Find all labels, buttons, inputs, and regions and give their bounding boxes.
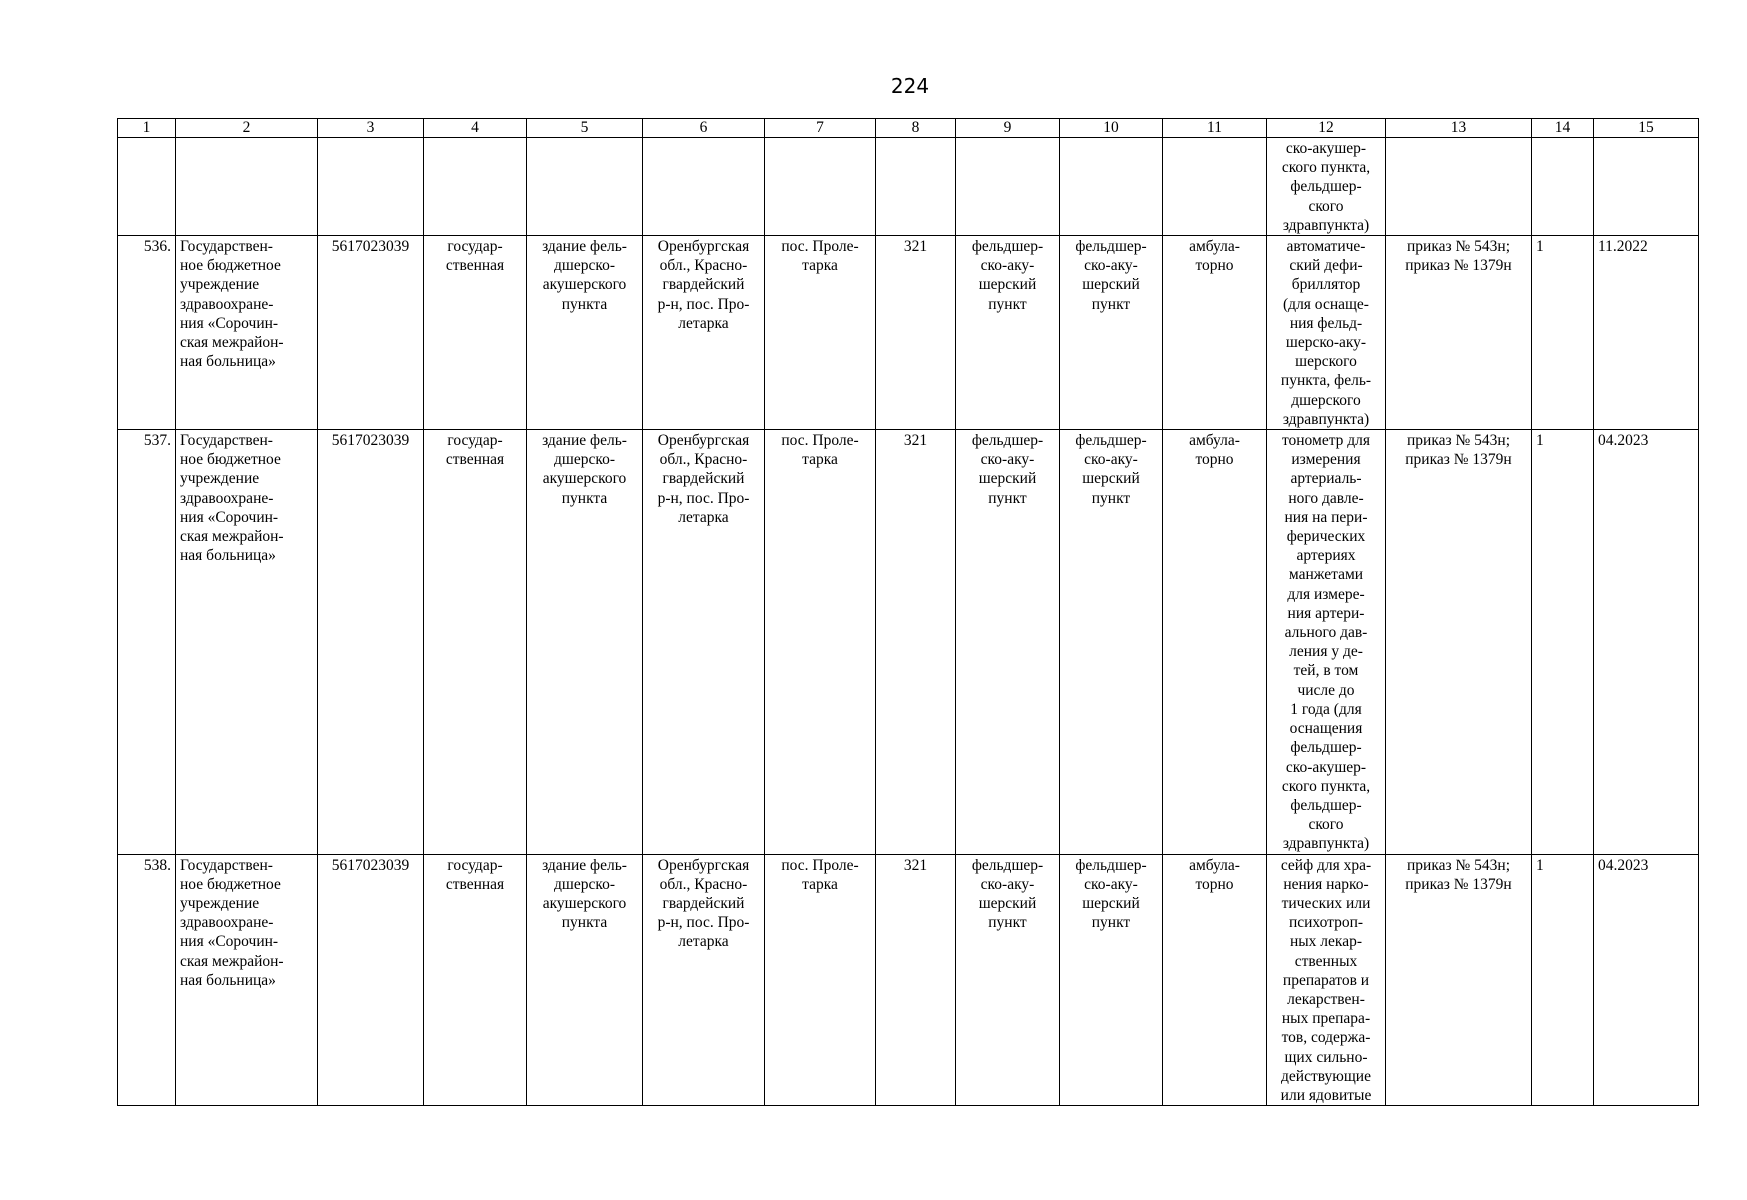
text-line: фельдшер- bbox=[1075, 856, 1147, 874]
equipment-cell bbox=[1267, 236, 1386, 430]
text-line: ная больница» bbox=[180, 547, 276, 565]
text-line: учреждение bbox=[180, 276, 260, 294]
order-cell bbox=[1386, 854, 1532, 1106]
cell bbox=[1594, 138, 1699, 236]
column-header: 4 bbox=[424, 119, 527, 138]
column-header: 6 bbox=[643, 119, 765, 138]
text-line: ско-аку- bbox=[1084, 257, 1138, 275]
text-line: тарка bbox=[802, 257, 838, 275]
text-line: фельдшер- bbox=[971, 432, 1044, 450]
text-line: здание фель- bbox=[542, 432, 627, 450]
date-cell: 04.2023 bbox=[1594, 430, 1699, 854]
text-line: приказ № 543н; bbox=[1406, 238, 1511, 256]
text-line: сейф для хра- bbox=[1280, 856, 1372, 874]
text-line: амбула- bbox=[1189, 238, 1240, 256]
code-cell: 321 bbox=[876, 430, 956, 854]
column-header: 12 bbox=[1267, 119, 1386, 138]
text-line: Оренбургская bbox=[657, 856, 750, 874]
text-line: здравоохране- bbox=[180, 295, 274, 313]
quantity-cell: 1 bbox=[1532, 236, 1594, 430]
column-header: 11 bbox=[1163, 119, 1267, 138]
organization-cell bbox=[176, 854, 318, 1106]
text-line: р-н, пос. Про- bbox=[657, 489, 750, 507]
table-row bbox=[118, 236, 1699, 430]
text-line: ско-акушер- bbox=[1285, 140, 1367, 157]
quantity-cell: 1 bbox=[1532, 430, 1594, 854]
text-line: здание фель- bbox=[542, 238, 627, 256]
building-cell bbox=[527, 430, 643, 854]
text-line: ального дав- bbox=[1284, 624, 1368, 642]
column-header: 10 bbox=[1060, 119, 1163, 138]
text-line: дшерско- bbox=[554, 451, 615, 469]
text-line: торно bbox=[1195, 875, 1234, 893]
text-line: Оренбургская bbox=[657, 432, 750, 450]
text-line: фельдшер- bbox=[1075, 238, 1147, 256]
profile-cell bbox=[1060, 236, 1163, 430]
text-line: пункт bbox=[1091, 295, 1131, 313]
table-row bbox=[118, 430, 1699, 854]
text-line: акушерского bbox=[542, 894, 627, 912]
table-row bbox=[118, 854, 1699, 1106]
text-line: ская межрайон- bbox=[180, 334, 284, 352]
equipment-cell bbox=[1267, 138, 1386, 236]
text-line: ния «Сорочин- bbox=[180, 508, 279, 526]
text-line: ственная bbox=[445, 451, 505, 469]
text-line: ственных bbox=[1294, 952, 1358, 970]
text-line: государ- bbox=[447, 856, 503, 874]
text-line: ского пункта, bbox=[1281, 777, 1371, 795]
continuation-row bbox=[118, 138, 1699, 236]
column-header: 1 bbox=[118, 119, 176, 138]
code-cell: 321 bbox=[876, 854, 956, 1106]
text-line: ное бюджетное bbox=[180, 875, 281, 893]
organization-cell bbox=[176, 236, 318, 430]
text-line: ско-аку- bbox=[1084, 875, 1138, 893]
text-line: фельдшер- bbox=[1290, 178, 1362, 196]
text-line: пос. Проле- bbox=[781, 856, 859, 874]
text-line: для измере- bbox=[1287, 585, 1365, 603]
subdivision-cell bbox=[956, 236, 1060, 430]
text-line: дшерского bbox=[1291, 391, 1361, 409]
text-line: ления у де- bbox=[1289, 643, 1363, 661]
column-header: 3 bbox=[318, 119, 424, 138]
text-line: или ядовитые bbox=[1280, 1086, 1372, 1104]
cell bbox=[876, 138, 956, 236]
text-line: ского bbox=[1308, 816, 1344, 834]
text-line: летарка bbox=[678, 933, 729, 951]
text-line: акушерского bbox=[542, 470, 627, 488]
text-line: пункт bbox=[988, 295, 1027, 313]
text-line: артериаль- bbox=[1290, 470, 1362, 488]
column-number-header-row bbox=[118, 119, 1699, 138]
text-line: психотроп- bbox=[1288, 914, 1364, 932]
text-line: фельдшер- bbox=[1290, 796, 1362, 814]
text-line: шерский bbox=[978, 470, 1037, 488]
text-line: ско-аку- bbox=[980, 257, 1035, 275]
text-line: Оренбургская bbox=[657, 238, 750, 256]
ownership-cell bbox=[424, 430, 527, 854]
address-cell bbox=[643, 236, 765, 430]
text-line: пункт bbox=[988, 489, 1027, 507]
text-line: ное бюджетное bbox=[180, 257, 281, 275]
text-line: летарка bbox=[678, 314, 729, 332]
text-line: ное бюджетное bbox=[180, 451, 281, 469]
text-line: здравпункта) bbox=[1282, 216, 1370, 234]
text-line: приказ № 1379н bbox=[1405, 875, 1512, 893]
order-cell bbox=[1386, 236, 1532, 430]
text-line: Государствен- bbox=[180, 856, 273, 874]
text-line: фельдшер- bbox=[971, 238, 1044, 256]
cell bbox=[956, 138, 1060, 236]
cell bbox=[1163, 138, 1267, 236]
text-line: здравоохране- bbox=[180, 914, 274, 932]
text-line: Государствен- bbox=[180, 432, 273, 450]
text-line: акушерского bbox=[542, 276, 627, 294]
text-line: государ- bbox=[447, 432, 503, 450]
text-line: автоматиче- bbox=[1286, 238, 1366, 256]
text-line: дшерско- bbox=[554, 875, 615, 893]
building-cell bbox=[527, 236, 643, 430]
text-line: препаратов и bbox=[1282, 971, 1370, 989]
text-line: гвардейский bbox=[662, 276, 745, 294]
text-line: р-н, пос. Про- bbox=[657, 295, 750, 313]
text-line: шерско-аку- bbox=[1285, 334, 1367, 352]
cell bbox=[643, 138, 765, 236]
address-cell bbox=[643, 854, 765, 1106]
text-line: здравпункта) bbox=[1282, 835, 1370, 853]
text-line: шерский bbox=[1082, 894, 1140, 912]
order-cell bbox=[1386, 430, 1532, 854]
text-line: шерский bbox=[1082, 470, 1140, 488]
text-line: ско-аку- bbox=[980, 451, 1035, 469]
cell bbox=[1532, 138, 1594, 236]
text-line: шерский bbox=[1082, 276, 1140, 294]
row-number-cell: 537. bbox=[118, 430, 176, 854]
text-line: приказ № 1379н bbox=[1405, 451, 1512, 469]
building-cell bbox=[527, 854, 643, 1106]
text-line: артериях bbox=[1296, 547, 1356, 565]
text-line: фельдшер- bbox=[1290, 739, 1362, 757]
profile-cell bbox=[1060, 854, 1163, 1106]
text-line: ственная bbox=[445, 875, 505, 893]
text-line: щих сильно- bbox=[1284, 1048, 1368, 1066]
row-number-cell: 538. bbox=[118, 854, 176, 1106]
column-header: 14 bbox=[1532, 119, 1594, 138]
care-conditions-cell bbox=[1163, 430, 1267, 854]
text-line: ского bbox=[1308, 197, 1344, 215]
ownership-cell bbox=[424, 236, 527, 430]
text-line: оснащения bbox=[1289, 720, 1363, 738]
address-cell bbox=[643, 430, 765, 854]
cell bbox=[424, 138, 527, 236]
column-header: 5 bbox=[527, 119, 643, 138]
text-line: 1 года (для bbox=[1290, 700, 1362, 718]
text-line: шерский bbox=[978, 894, 1037, 912]
equipment-cell bbox=[1267, 854, 1386, 1106]
text-line: ский дефи- bbox=[1289, 257, 1363, 275]
text-line: пункта bbox=[561, 295, 608, 313]
text-line: ного давле- bbox=[1288, 489, 1364, 507]
text-line: амбула- bbox=[1189, 432, 1240, 450]
page-number: 224 bbox=[890, 74, 930, 98]
settlement-cell bbox=[765, 854, 876, 1106]
text-line: р-н, пос. Про- bbox=[657, 914, 750, 932]
text-line: ния артери- bbox=[1287, 604, 1365, 622]
text-line: ная больница» bbox=[180, 353, 276, 371]
text-line: манжетами bbox=[1288, 566, 1364, 584]
text-line: фельдшер- bbox=[1075, 432, 1147, 450]
cell bbox=[527, 138, 643, 236]
text-line: ных препара- bbox=[1281, 1010, 1371, 1028]
text-line: бриллятор bbox=[1291, 276, 1361, 294]
text-line: здравпункта) bbox=[1282, 410, 1370, 428]
text-line: здание фель- bbox=[542, 856, 627, 874]
text-line: торно bbox=[1195, 451, 1234, 469]
inn-cell: 5617023039 bbox=[318, 430, 424, 854]
text-line: ская межрайон- bbox=[180, 528, 284, 546]
text-line: торно bbox=[1195, 257, 1234, 275]
document-table bbox=[117, 118, 1699, 1106]
text-line: тических или bbox=[1281, 894, 1371, 912]
text-line: ных лекар- bbox=[1289, 933, 1363, 951]
text-line: пункт bbox=[988, 914, 1027, 932]
text-line: летарка bbox=[678, 508, 729, 526]
settlement-cell bbox=[765, 236, 876, 430]
text-line: ско-аку- bbox=[1084, 451, 1138, 469]
text-line: амбула- bbox=[1189, 856, 1240, 874]
column-header: 15 bbox=[1594, 119, 1699, 138]
text-line: здравоохране- bbox=[180, 489, 274, 507]
text-line: пункта bbox=[561, 914, 608, 932]
cell bbox=[118, 138, 176, 236]
text-line: приказ № 1379н bbox=[1405, 257, 1512, 275]
text-line: приказ № 543н; bbox=[1406, 432, 1511, 450]
row-number-cell: 536. bbox=[118, 236, 176, 430]
text-line: обл., Красно- bbox=[659, 257, 748, 275]
column-header: 9 bbox=[956, 119, 1060, 138]
text-line: учреждение bbox=[180, 470, 260, 488]
text-line: (для оснаще- bbox=[1283, 295, 1369, 313]
column-header: 2 bbox=[176, 119, 318, 138]
cell bbox=[1386, 138, 1532, 236]
organization-cell bbox=[176, 430, 318, 854]
cell bbox=[318, 138, 424, 236]
text-line: дшерско- bbox=[554, 257, 615, 275]
text-line: государ- bbox=[447, 238, 503, 256]
column-header: 13 bbox=[1386, 119, 1532, 138]
text-line: ния «Сорочин- bbox=[180, 314, 279, 332]
inn-cell: 5617023039 bbox=[318, 236, 424, 430]
cell bbox=[176, 138, 318, 236]
text-line: приказ № 543н; bbox=[1406, 856, 1511, 874]
care-conditions-cell bbox=[1163, 236, 1267, 430]
settlement-cell bbox=[765, 430, 876, 854]
text-line: учреждение bbox=[180, 894, 260, 912]
text-line: гвардейский bbox=[662, 894, 745, 912]
text-line: пункт bbox=[1091, 489, 1131, 507]
text-line: ско-аку- bbox=[980, 875, 1035, 893]
profile-cell bbox=[1060, 430, 1163, 854]
text-line: ская межрайон- bbox=[180, 952, 284, 970]
text-line: обл., Красно- bbox=[659, 875, 748, 893]
cell bbox=[1060, 138, 1163, 236]
text-line: пункт bbox=[1091, 914, 1131, 932]
text-line: ско-акушер- bbox=[1285, 758, 1367, 776]
text-line: пункта bbox=[561, 489, 608, 507]
inn-cell: 5617023039 bbox=[318, 854, 424, 1106]
subdivision-cell bbox=[956, 430, 1060, 854]
text-line: ния фельд- bbox=[1289, 314, 1363, 332]
text-line: ферических bbox=[1286, 528, 1366, 546]
column-header: 7 bbox=[765, 119, 876, 138]
care-conditions-cell bbox=[1163, 854, 1267, 1106]
quantity-cell: 1 bbox=[1532, 854, 1594, 1106]
subdivision-cell bbox=[956, 854, 1060, 1106]
text-line: ственная bbox=[445, 257, 505, 275]
text-line: пос. Проле- bbox=[781, 238, 859, 256]
text-line: лекарствен- bbox=[1287, 990, 1365, 1008]
text-line: тарка bbox=[802, 451, 838, 469]
ownership-cell bbox=[424, 854, 527, 1106]
text-line: обл., Красно- bbox=[659, 451, 748, 469]
text-line: ния «Сорочин- bbox=[180, 933, 279, 951]
date-cell: 04.2023 bbox=[1594, 854, 1699, 1106]
text-line: шерского bbox=[1295, 353, 1357, 371]
code-cell: 321 bbox=[876, 236, 956, 430]
text-line: ная больница» bbox=[180, 971, 276, 989]
text-line: ского пункта, bbox=[1281, 159, 1371, 177]
text-line: измерения bbox=[1291, 451, 1361, 469]
text-line: шерский bbox=[978, 276, 1037, 294]
text-line: пункта, фель- bbox=[1280, 372, 1372, 390]
text-line: ния на пери- bbox=[1284, 508, 1368, 526]
text-line: нения нарко- bbox=[1283, 875, 1369, 893]
text-line: гвардейский bbox=[662, 470, 745, 488]
text-line: тов, содержа- bbox=[1281, 1029, 1371, 1047]
text-line: тарка bbox=[802, 875, 838, 893]
text-line: действующие bbox=[1281, 1067, 1371, 1085]
text-line: пос. Проле- bbox=[781, 432, 859, 450]
date-cell: 11.2022 bbox=[1594, 236, 1699, 430]
text-line: тонометр для bbox=[1281, 432, 1371, 450]
cell bbox=[765, 138, 876, 236]
text-line: фельдшер- bbox=[971, 856, 1044, 874]
column-header: 8 bbox=[876, 119, 956, 138]
text-line: тей, в том bbox=[1293, 662, 1359, 680]
equipment-cell bbox=[1267, 430, 1386, 854]
text-line: Государствен- bbox=[180, 238, 273, 256]
text-line: числе до bbox=[1297, 681, 1355, 699]
